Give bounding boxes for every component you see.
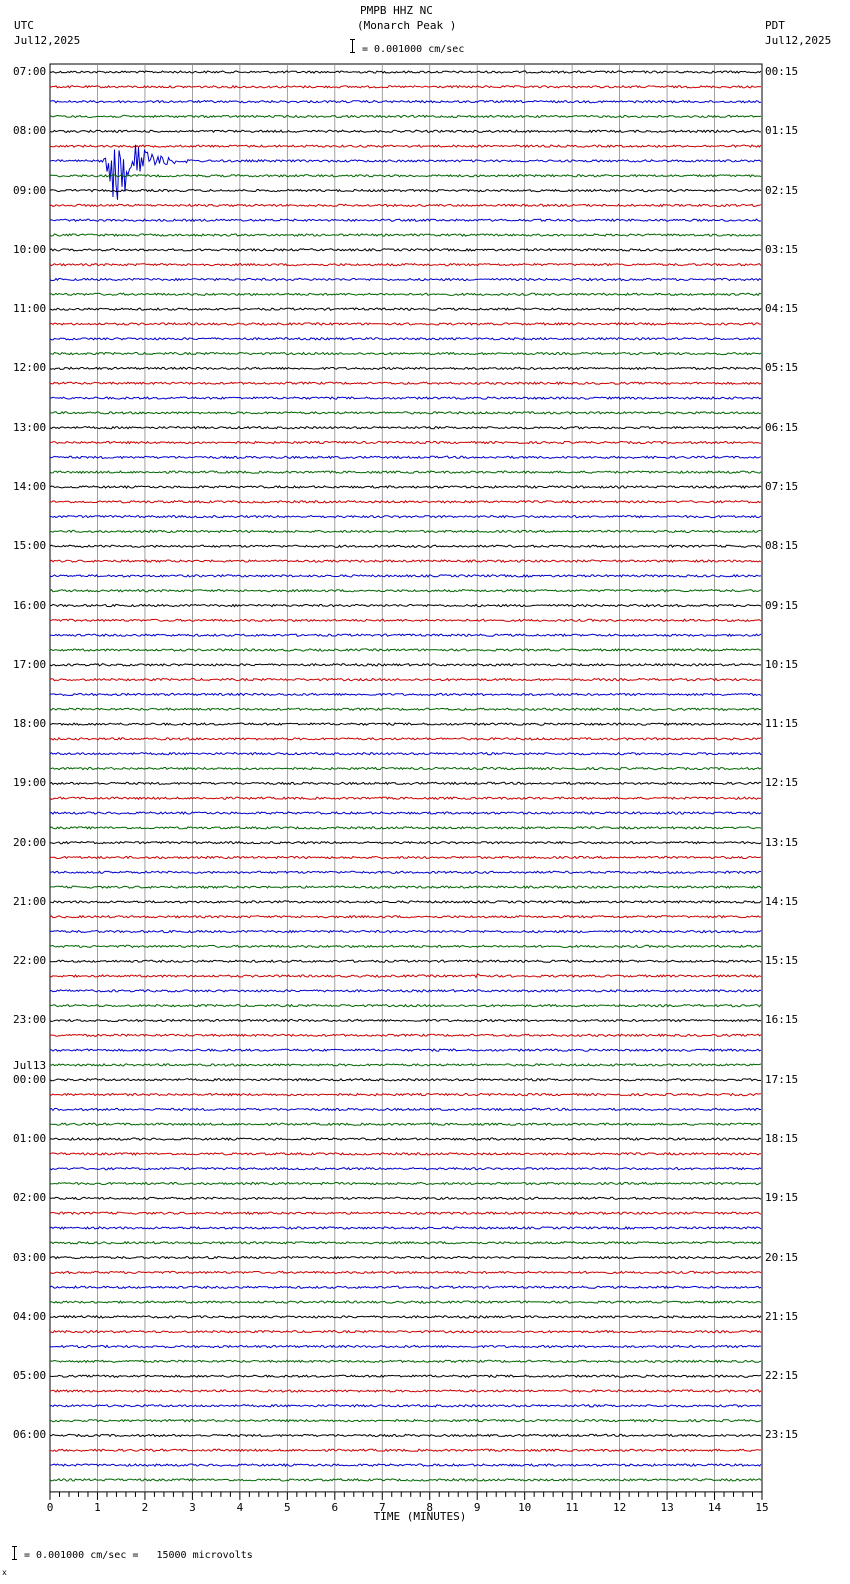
utc-hour-label: 21:00 [13,894,47,908]
seismic-trace [50,1479,761,1481]
seismic-trace [50,812,761,814]
seismic-trace [50,397,761,399]
seismic-trace [50,530,761,532]
utc-hour-label: 02:00 [13,1191,47,1205]
utc-hour-label: 09:00 [13,183,47,197]
x-tick-label: 1 [94,1500,101,1514]
seismic-trace [50,545,761,547]
seismic-trace [50,353,761,355]
seismic-trace [50,1375,761,1377]
left-date: Jul12,2025 [14,34,81,47]
utc-hour-label: 05:00 [13,1369,47,1383]
seismic-trace [50,175,761,177]
pdt-hour-label: 12:15 [765,776,799,790]
left-timezone: UTC [14,19,34,32]
seismic-trace [50,516,761,518]
seismic-trace [50,619,761,621]
seismic-trace [50,412,761,414]
seismic-trace [50,1197,761,1199]
seismic-trace [50,753,761,755]
seismic-trace [50,1316,761,1318]
seismic-trace [50,323,761,325]
utc-hour-label: 15:00 [13,539,47,553]
seismic-trace [50,1286,761,1288]
pdt-hour-label: 20:15 [765,1250,799,1264]
seismic-trace [50,1242,761,1244]
seismic-trace [50,308,761,310]
x-tick-label: 15 [755,1500,769,1514]
utc-hour-label: 17:00 [13,657,47,671]
seismic-trace [50,782,761,784]
pdt-hour-label: 05:15 [765,361,799,375]
seismic-trace [50,649,761,651]
seismic-trace [50,1360,761,1362]
scale-bar-icon [352,39,353,53]
utc-hour-label: 20:00 [13,835,47,849]
seismic-trace [50,219,761,221]
x-tick-label: 9 [473,1500,481,1514]
pdt-hour-label: 18:15 [765,1132,799,1146]
utc-hour-label: 04:00 [13,1309,47,1323]
pdt-hour-label: 08:15 [765,539,799,553]
utc-hour-label: 08:00 [13,124,47,138]
seismic-trace [50,945,761,947]
x-tick-label: 4 [236,1500,244,1514]
seismic-trace [50,1434,761,1436]
seismic-trace [50,71,761,73]
plot-frame [50,64,762,1492]
seismic-trace [50,1257,761,1259]
seismic-trace [50,264,761,266]
pdt-hour-label: 19:15 [765,1191,799,1205]
seismic-trace [50,249,761,251]
seismic-trace [50,1464,761,1466]
utc-hour-label: 03:00 [13,1250,47,1264]
seismic-trace [50,441,761,443]
seismic-trace [50,1449,761,1451]
seismic-trace [50,1138,761,1140]
utc-hour-label: 10:00 [13,242,47,256]
pdt-hour-label: 06:15 [765,420,799,434]
pdt-hour-label: 21:15 [765,1309,799,1323]
seismic-trace [50,590,761,592]
seismic-trace [50,486,761,488]
seismic-trace [50,634,761,636]
pdt-hour-label: 13:15 [765,835,799,849]
seismic-trace [50,856,761,858]
seismic-trace [50,1094,761,1096]
seismic-trace [50,1034,761,1036]
footer-scale-cap-icon [12,1546,17,1547]
seismic-trace [50,916,761,918]
utc-hour-label: 14:00 [13,479,47,493]
seismic-trace [50,664,761,666]
pdt-hour-label: 15:15 [765,954,799,968]
seismic-trace [50,1301,761,1303]
footer-scale-cap-icon [12,1559,17,1560]
utc-hour-label: 16:00 [13,598,47,612]
right-date: Jul12,2025 [765,34,832,47]
seismic-trace [50,338,761,340]
seismic-trace [50,278,761,280]
seismic-trace [50,842,761,844]
seismic-trace [50,1212,761,1214]
utc-date-label: Jul13 [13,1058,47,1072]
pdt-hour-label: 04:15 [765,302,799,316]
x-axis-label: TIME (MINUTES) [373,1510,467,1523]
seismic-trace [50,604,761,606]
scale-label: = 0.001000 cm/sec [362,44,465,55]
seismic-trace [50,1019,761,1021]
scale-bar-cap-icon [350,52,355,53]
pdt-hour-label: 11:15 [765,717,799,731]
pdt-hour-label: 16:15 [765,1013,799,1027]
seismic-trace [50,1331,761,1333]
station-location: (Monarch Peak ) [357,19,457,32]
pdt-hour-label: 23:15 [765,1428,799,1442]
seismic-trace [50,693,761,695]
seismic-trace [50,960,761,962]
pdt-hour-label: 14:15 [765,894,799,908]
seismic-trace [50,1123,761,1125]
seismic-trace [50,471,761,473]
seismic-trace [50,990,761,992]
seismic-trace [50,234,761,236]
seismic-trace [50,767,761,769]
x-tick-label: 13 [660,1500,674,1514]
seismic-trace [50,190,761,192]
seismic-trace [50,1079,761,1081]
x-tick-label: 6 [331,1500,339,1514]
seismic-trace [50,974,761,978]
x-tick-label: 5 [284,1500,291,1514]
x-tick-label: 14 [707,1500,722,1514]
seismic-trace [50,456,761,458]
utc-hour-label: 23:00 [13,1013,47,1027]
seismic-trace [50,1005,761,1007]
seismic-trace [50,886,761,888]
seismic-trace [50,1168,761,1170]
utc-hour-label: 19:00 [13,776,47,790]
x-tick-label: 2 [141,1500,149,1514]
seismic-trace [50,1345,761,1347]
utc-hour-label: 11:00 [13,302,47,316]
seismic-trace [50,901,761,903]
pdt-hour-label: 02:15 [765,183,799,197]
seismic-trace [50,931,761,933]
seismic-trace [50,827,761,829]
scale-bar-cap-icon [350,39,355,40]
seismic-trace [50,1405,761,1407]
seismic-trace [50,382,761,384]
station-title: PMPB HHZ NC [360,4,433,17]
x-tick-label: 11 [565,1500,579,1514]
pdt-hour-label: 00:15 [765,65,799,78]
pdt-hour-label: 22:15 [765,1369,799,1383]
seismic-trace [50,86,761,88]
pdt-hour-label: 10:15 [765,657,799,671]
footer-scale-label: = 0.001000 cm/sec = 15000 microvolts [24,1550,253,1561]
right-timezone: PDT [765,19,785,32]
utc-hour-label: 18:00 [13,717,47,731]
x-tick-label: 3 [189,1500,196,1514]
x-tick-label: 0 [46,1500,54,1514]
footer-scale-bar-icon [14,1546,15,1560]
seismic-trace [50,293,761,295]
pdt-hour-label: 17:15 [765,1072,799,1086]
seismic-trace [50,115,761,117]
seismic-trace [50,130,761,132]
pdt-hour-label: 07:15 [765,479,799,493]
utc-hour-label: 01:00 [13,1132,47,1146]
x-tick-label: 12 [613,1500,627,1514]
seismic-trace [50,101,761,103]
seismic-trace [50,738,761,740]
seismic-trace [50,1420,761,1422]
seismic-trace [50,1271,761,1273]
seismic-trace [50,1390,761,1392]
seismic-trace [50,560,761,562]
x-tick-label: 7 [378,1500,386,1514]
utc-hour-label: 07:00 [13,65,47,78]
seismic-trace [50,679,761,681]
utc-hour-label: 13:00 [13,420,47,434]
x-tick-label: 10 [518,1500,532,1514]
utc-hour-label: 22:00 [13,954,47,968]
x-tick-label: 8 [426,1500,434,1514]
pdt-hour-label: 03:15 [765,242,799,256]
seismic-trace [50,708,761,710]
seismic-trace [50,1064,761,1066]
footer-marker: x [2,1568,7,1577]
seismic-trace [50,427,761,429]
seismic-trace [50,145,761,147]
pdt-hour-label: 01:15 [765,124,799,138]
seismic-trace [50,871,761,873]
seismic-trace [50,1182,761,1184]
seismic-trace [50,1108,761,1110]
utc-hour-label: 06:00 [13,1428,47,1442]
seismic-trace [50,1227,761,1229]
seismic-trace [50,723,761,725]
utc-hour-label: 00:00 [13,1072,47,1086]
seismic-trace [50,797,761,799]
pdt-hour-label: 09:15 [765,598,799,612]
seismic-trace [50,501,761,503]
seismic-trace [50,575,761,577]
seismic-trace [50,204,761,206]
seismic-trace [50,1153,761,1155]
utc-hour-label: 12:00 [13,361,47,375]
seismic-trace [50,367,761,369]
seismic-trace [50,1049,761,1051]
